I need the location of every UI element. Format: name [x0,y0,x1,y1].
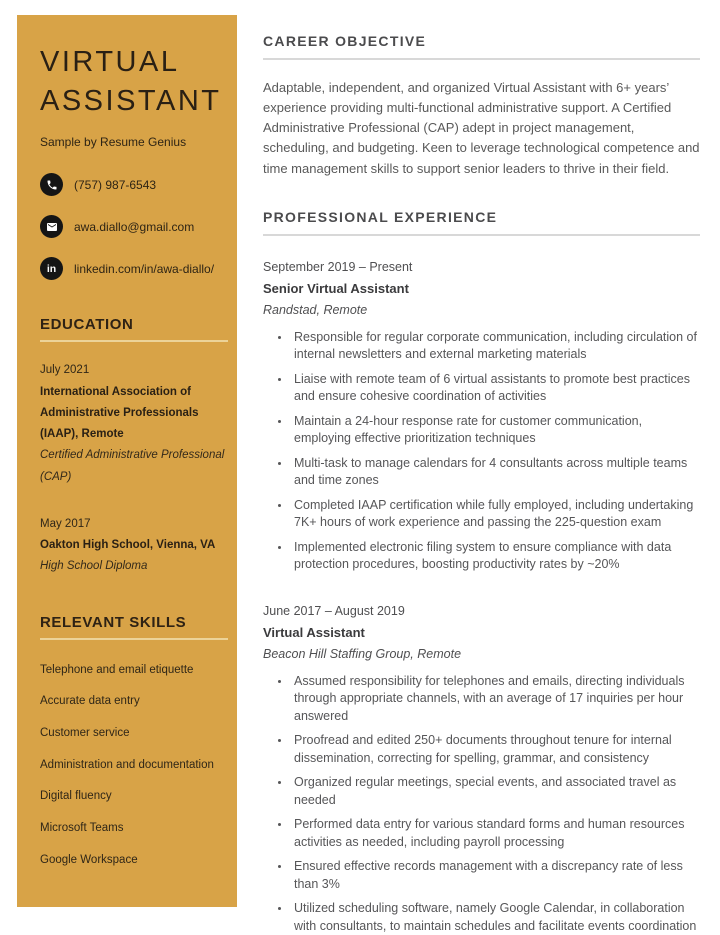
job-date: June 2017 – August 2019 [263,603,405,618]
education-divider [40,340,228,342]
job-bullet-list [263,329,700,574]
contact-linkedin [40,257,226,280]
resume-title [40,43,226,121]
education-date: July 2021 [40,364,90,377]
email-address: awa.diallo@gmail.com [74,219,195,234]
job-company: Beacon Hill Staffing Group, Remote [263,646,462,661]
career-objective-text: Adaptable, independent, and organized Virtual Assistant with 6+ years’ experience providing multi-functional administrative support. A Certified Administrative Professional (CAP) adept in project management, scheduling, and budgeting. Keen to leverage technological competence and time management skills to support senior leaders to thrive in their field. [263,80,700,176]
skill-item: Digital fluency [40,790,112,803]
experience-bullet: • Proofread and edited 250+ documents throughout tenure for internal dissemination, correcting for spelling, grammar, and consistency [291,732,700,767]
experience-bullet: • Utilized scheduling software, namely Google Calendar, in collaboration with consultants, to maintain schedules and facilitate events coordination [291,900,700,935]
job-bullet-list [263,673,700,935]
professional-experience-divider [263,234,700,236]
contact-email [40,215,226,238]
experience-bullet: • Performed data entry for various standard forms and human resources activities as needed, including payroll processing [291,816,700,851]
sidebar [17,15,237,907]
contact-phone [40,173,226,196]
career-objective-heading: CAREER OBJECTIVE [263,33,427,49]
experience-bullet: • Organized regular meetings, special events, and associated travel as needed [291,774,700,809]
experience-bullet: • Implemented electronic filing system to ensure compliance with data protection procedures, boosting productivity rates by ~20% [291,539,700,574]
email-icon [40,215,63,238]
education-date: May 2017 [40,517,91,530]
education-entry [40,516,226,578]
phone-icon [40,173,63,196]
job-title: Virtual Assistant [263,624,365,640]
experience-bullet: • Assumed responsibility for telephones and emails, directing individuals through appropriate channels, with an average of 17 inquiries per hour answered [291,673,700,726]
skill-item: Customer service [40,726,130,739]
skill-item: Google Workspace [40,853,138,866]
skills-heading: RELEVANT SKILLS [40,613,187,631]
linkedin-icon: in [40,257,63,280]
experience-bullet: • Completed IAAP certification while fully employed, including undertaking 7K+ hours of work experience and passing the 225-question exam [291,497,700,532]
professional-experience-section [263,209,700,935]
education-school: International Association of Administrative Professionals (IAAP), Remote [40,385,199,441]
resume-title-line1: VIRTUAL [40,46,180,78]
education-degree: High School Diploma [40,560,148,573]
job-date: September 2019 – Present [263,259,413,274]
skills-divider [40,638,228,640]
skill-item: Microsoft Teams [40,822,124,834]
education-school: Oakton High School, Vienna, VA [40,539,216,552]
experience-bullet: • Ensured effective records management with a discrepancy rate of less than 3% [291,858,700,893]
skill-item: Administration and documentation [40,758,214,771]
career-objective-divider [263,58,700,60]
experience-bullet: • Responsible for regular corporate communication, including circulation of internal newsletters and external marketing materials [291,329,700,364]
professional-experience-heading: PROFESSIONAL EXPERIENCE [263,208,498,225]
resume-title-line2: ASSISTANT [40,85,222,118]
job-entry [263,604,700,935]
skill-item: Accurate data entry [40,695,140,708]
experience-bullet: • Multi-task to manage calendars for 4 consultants across multiple teams and time zones [291,455,700,490]
job-entry [263,260,700,574]
education-entry [40,362,226,488]
education-degree: Certified Administrative Professional (CAP) [40,449,225,483]
career-objective-section [263,33,700,179]
job-company: Randstad, Remote [263,302,368,317]
sample-credit: Sample by Resume Genius [40,135,187,150]
job-title: Senior Virtual Assistant [263,280,409,296]
skill-item: Telephone and email etiquette [40,663,194,676]
experience-bullet: • Maintain a 24-hour response rate for customer communication, employing effective prioritization techniques [291,413,700,448]
main-column [263,15,700,933]
phone-number: (757) 987-6543 [74,177,157,192]
experience-bullet: • Liaise with remote team of 6 virtual assistants to promote best practices and ensure cohesive coordination of activities [291,371,700,406]
contact-list [40,173,226,280]
skills-list [40,662,226,869]
education-heading: EDUCATION [40,316,134,334]
linkedin-url: linkedin.com/in/awa-diallo/ [74,261,215,276]
